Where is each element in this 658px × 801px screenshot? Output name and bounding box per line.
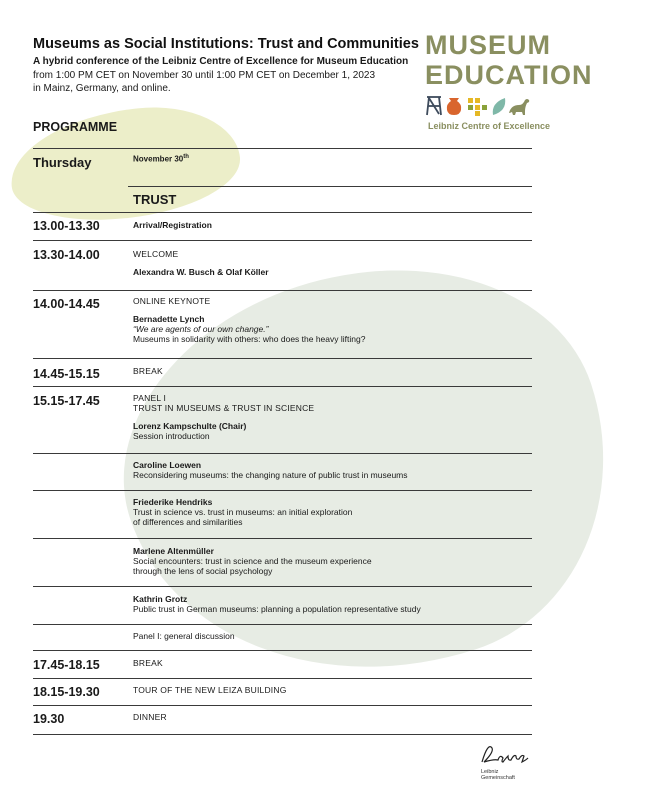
leibniz-line2: Gemeinschaft bbox=[481, 775, 515, 781]
session-speakers: Alexandra W. Busch & Olaf Köller bbox=[133, 267, 269, 277]
session-speaker: Caroline Loewen bbox=[133, 460, 202, 470]
conference-title: Museums as Social Institutions: Trust and Communities bbox=[33, 36, 419, 52]
session-time: 14.00-14.45 bbox=[33, 297, 100, 311]
session-label: ONLINE KEYNOTE bbox=[133, 296, 211, 306]
divider bbox=[33, 586, 532, 587]
divider bbox=[33, 453, 532, 454]
session-title: Arrival/Registration bbox=[133, 220, 212, 230]
session-time: 13.30-14.00 bbox=[33, 248, 100, 262]
divider bbox=[33, 624, 532, 625]
session-label: DINNER bbox=[133, 712, 167, 722]
date-label: November 30th bbox=[133, 154, 189, 164]
divider bbox=[33, 734, 532, 735]
session-quote: “We are agents of our own change.” bbox=[133, 324, 269, 334]
divider bbox=[33, 240, 532, 241]
session-label: BREAK bbox=[133, 658, 163, 668]
divider bbox=[33, 678, 532, 679]
section-title: TRUST bbox=[133, 192, 177, 207]
logo-word-museum: MUSEUM bbox=[425, 30, 551, 60]
divider bbox=[33, 650, 532, 651]
session-time: 13.00-13.30 bbox=[33, 219, 100, 233]
leibniz-line1: Leibniz bbox=[481, 769, 499, 775]
divider bbox=[33, 538, 532, 539]
conference-dates: from 1:00 PM CET on November 30 until 1:00 PM CET on December 1, 2023 bbox=[33, 70, 376, 81]
divider bbox=[128, 186, 532, 187]
divider bbox=[33, 386, 532, 387]
session-time: 18.15-19.30 bbox=[33, 685, 100, 699]
divider bbox=[33, 705, 532, 706]
session-speaker: Kathrin Grotz bbox=[133, 594, 188, 604]
session-talk-cont: through the lens of social psychology bbox=[133, 566, 273, 576]
session-talk: Social encounters: trust in science and the museum experience bbox=[133, 556, 372, 566]
logo-word-education: EDUCATION bbox=[425, 60, 593, 90]
session-speaker: Bernadette Lynch bbox=[133, 314, 205, 324]
vase-icon bbox=[447, 98, 461, 115]
session-time: 14.45-15.15 bbox=[33, 367, 100, 381]
session-label-sub: TRUST IN MUSEUMS & TRUST IN SCIENCE bbox=[133, 403, 315, 413]
session-talk: Public trust in German museums: planning a population representative study bbox=[133, 604, 421, 614]
session-time: 19.30 bbox=[33, 712, 65, 726]
leibniz-wordmark bbox=[481, 769, 515, 781]
session-label: WELCOME bbox=[133, 249, 179, 259]
session-time: 17.45-18.15 bbox=[33, 658, 100, 672]
session-label: BREAK bbox=[133, 366, 163, 376]
day-label: Thursday bbox=[33, 155, 92, 170]
divider bbox=[33, 490, 532, 491]
programme-heading: PROGRAMME bbox=[33, 120, 118, 134]
session-speaker: Lorenz Kampschulte (Chair) bbox=[133, 421, 247, 431]
session-speaker: Marlene Altenmüller bbox=[133, 546, 214, 556]
session-talk-cont: of differences and similarities bbox=[133, 517, 243, 527]
session-talk: Session introduction bbox=[133, 431, 210, 441]
conference-location: in Mainz, Germany, and online. bbox=[33, 83, 171, 94]
session-time: 15.15-17.45 bbox=[33, 394, 100, 408]
session-label: TOUR OF THE NEW LEIZA BUILDING bbox=[133, 685, 287, 695]
divider bbox=[33, 358, 532, 359]
dinosaur-icon bbox=[509, 99, 529, 115]
divider bbox=[33, 212, 532, 213]
session-speaker: Friederike Hendriks bbox=[133, 497, 213, 507]
session-talk: Panel I: general discussion bbox=[133, 631, 235, 641]
session-label: PANEL I bbox=[133, 393, 167, 403]
logo-icons bbox=[425, 95, 535, 117]
leibniz-signature-logo bbox=[478, 740, 538, 770]
session-talk: Museums in solidarity with others: who does the heavy lifting? bbox=[133, 334, 366, 344]
leaf-icon bbox=[493, 98, 506, 115]
blocks-icon bbox=[468, 98, 487, 116]
divider bbox=[33, 290, 532, 291]
scaffold-icon bbox=[427, 97, 441, 115]
session-talk: Reconsidering museums: the changing nature of public trust in museums bbox=[133, 470, 408, 480]
logo-tagline: Leibniz Centre of Excellence bbox=[428, 121, 551, 131]
conference-subtitle: A hybrid conference of the Leibniz Centre of Excellence for Museum Education bbox=[33, 56, 409, 67]
divider bbox=[33, 148, 532, 149]
session-talk: Trust in science vs. trust in museums: an initial exploration bbox=[133, 507, 353, 517]
